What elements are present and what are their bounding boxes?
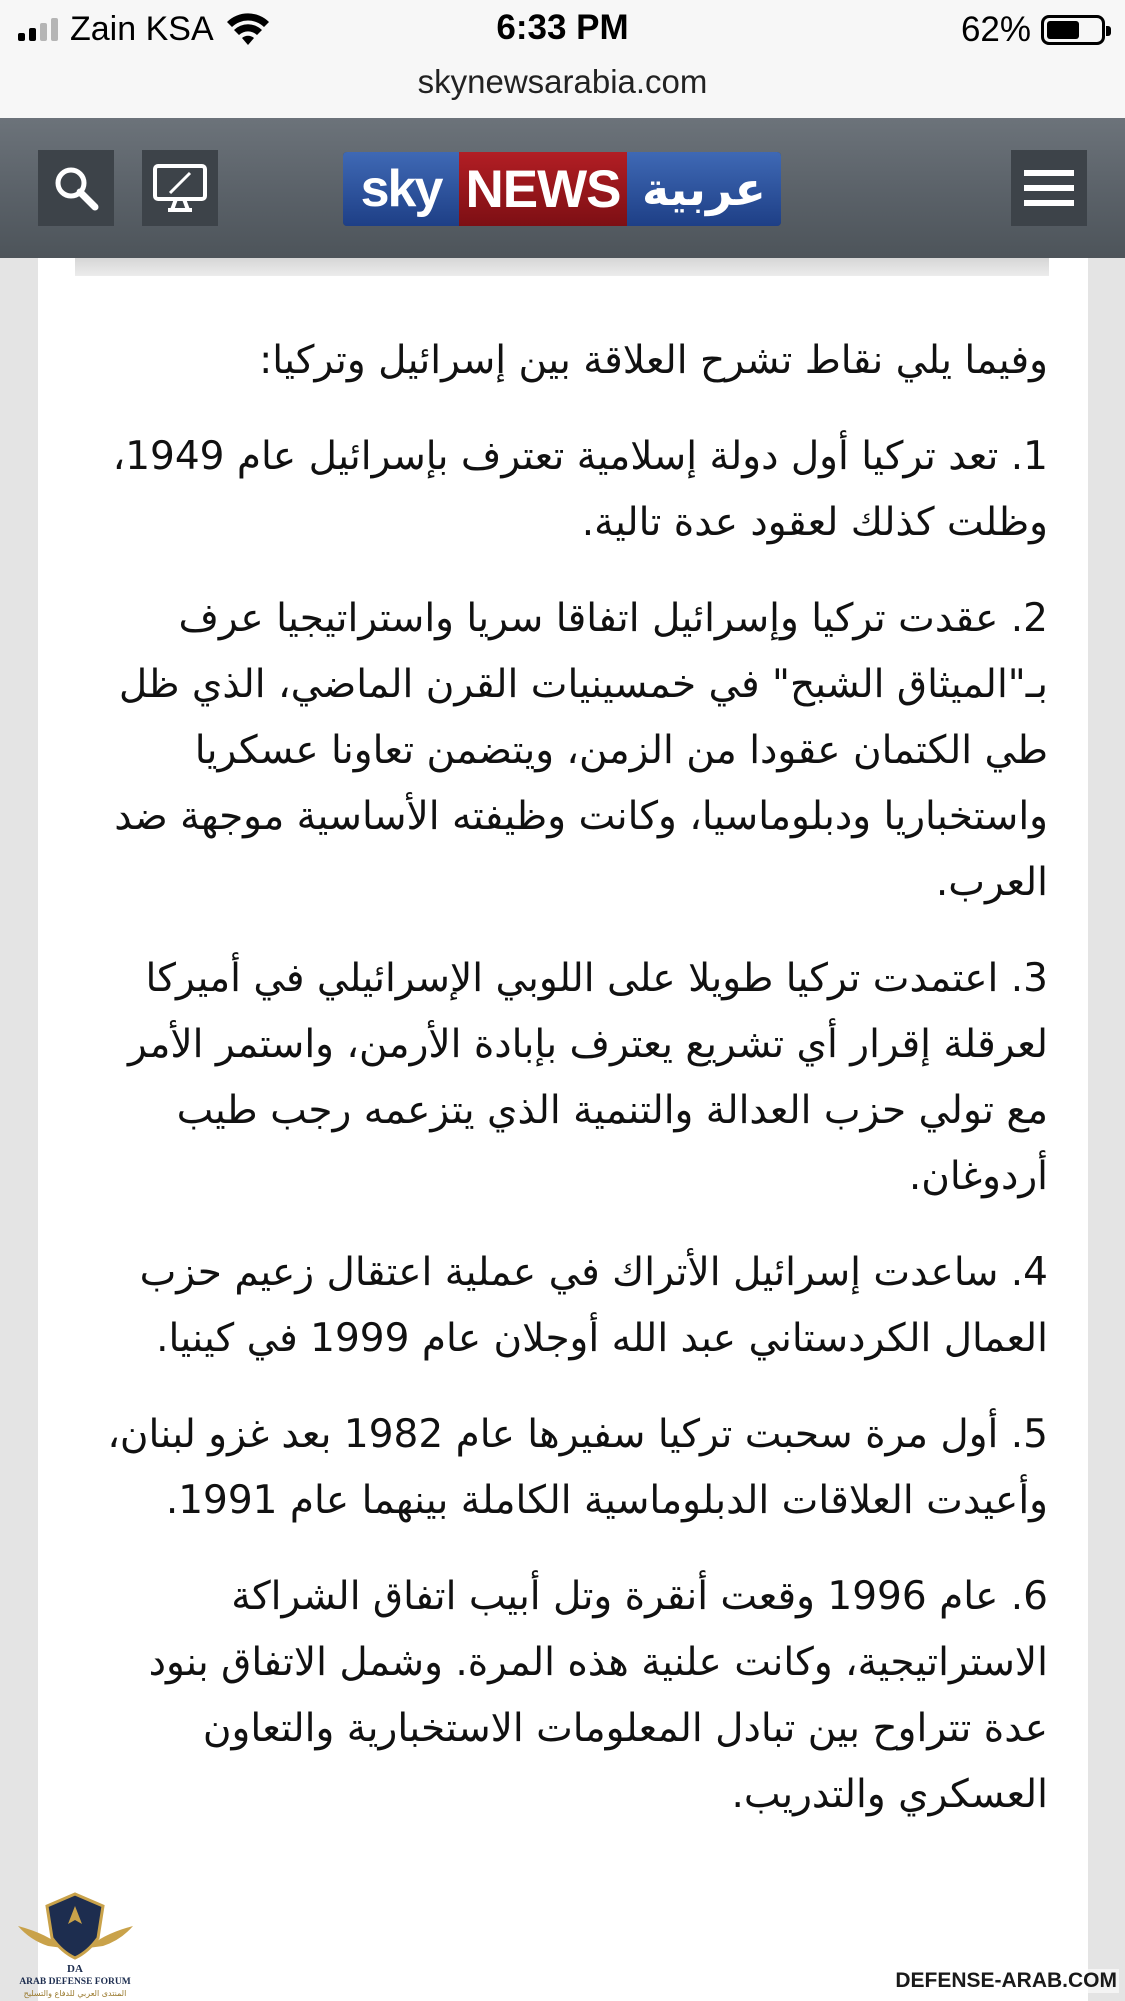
article-point-2: 2. عقدت تركيا وإسرائيل اتفاقا سريا واستراتيجيا عرف بـ"الميثاق الشبح" في خمسينيات القرن الماضي، الذي ظل طي الكتمان عقودا من الزمن، ويتضمن تعاونا عسكريا واستخباريا ودبلوماسيا، وكانت وظيفته الأساسية موجهة ضد العرب. <box>114 596 1048 905</box>
battery-fill <box>1047 21 1079 39</box>
article-point-6: 6. عام 1996 وقعت أنقرة وتل أبيب اتفاق الشراكة الاستراتيجية، وكانت علنية هذه المرة. وشمل الاتفاق بنود عدة تتراوح بين تبادل المعلومات الاستخبارية والتعاون العسكري والتدريب. <box>148 1574 1048 1817</box>
logo-news-part: NEWS <box>459 152 627 226</box>
menu-button[interactable] <box>1011 150 1087 226</box>
forum-name: ARAB DEFENSE FORUM <box>19 1977 131 1987</box>
article-content <box>38 258 1088 2001</box>
live-tv-button[interactable] <box>142 150 218 226</box>
site-watermark: DEFENSE-ARAB.COM <box>895 1969 1117 1992</box>
tv-icon <box>152 163 208 213</box>
logo-sky-part: sky <box>343 152 459 226</box>
url-text[interactable]: skynewsarabia.com <box>417 63 708 100</box>
article-point-4: 4. ساعدت إسرائيل الأتراك في عملية اعتقال زعيم حزب العمال الكردستاني عبد الله أوجلان عام 1999 في كينيا. <box>139 1250 1048 1361</box>
menu-icon <box>1024 169 1074 207</box>
article-intro: وفيما يلي نقاط تشرح العلاقة بين إسرائيل وتركيا: <box>259 338 1048 383</box>
battery-percent: 62% <box>960 10 1031 49</box>
status-bar <box>0 0 1125 60</box>
forum-name-arabic: المنتدى العربي للدفاع والتسليح <box>23 1989 127 1998</box>
article-point-3: 3. اعتمدت تركيا طويلا على اللوبي الإسرائيلي في أميركا لعرقلة إقرار أي تشريع يعترف بإبادة الأرمن، واستمر الأمر مع تولي حزب العدالة والتنمية الذي يتزعمه رجب طيب أردوغان. <box>127 956 1048 1199</box>
address-bar[interactable] <box>0 60 1125 118</box>
article-top-strip <box>75 258 1049 276</box>
sky-news-arabia-logo[interactable] <box>343 152 781 226</box>
logo-letters: DA <box>67 1963 83 1975</box>
search-icon <box>52 164 100 212</box>
status-right <box>961 10 1105 50</box>
battery-icon <box>1041 15 1105 45</box>
site-header <box>0 118 1125 258</box>
arab-defense-forum-logo <box>8 1888 143 2000</box>
logo-arabic-part: عربية <box>627 152 781 226</box>
article-body <box>82 328 1048 1858</box>
carrier-name: Zain KSA <box>70 10 214 48</box>
status-time: 6:33 PM <box>496 8 629 47</box>
search-button[interactable] <box>38 150 114 226</box>
article-point-5: 5. أول مرة سحبت تركيا سفيرها عام 1982 بعد غزو لبنان، وأعيدت العلاقات الدبلوماسية الكاملة بينهما عام 1991. <box>107 1412 1048 1523</box>
article-point-1: 1. تعد تركيا أول دولة إسلامية تعترف بإسرائيل عام 1949، وظلت كذلك لعقود عدة تالية. <box>112 434 1048 545</box>
